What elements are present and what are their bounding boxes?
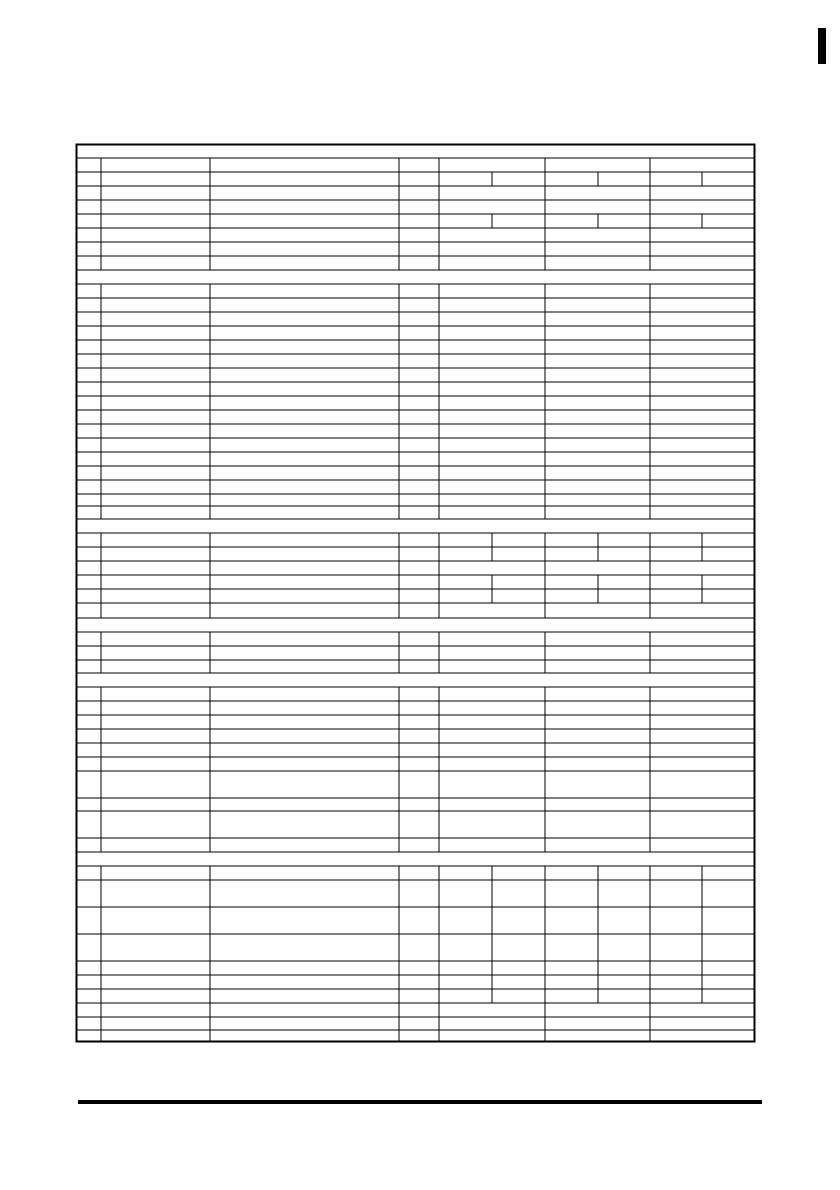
footer-rule	[78, 1100, 762, 1104]
